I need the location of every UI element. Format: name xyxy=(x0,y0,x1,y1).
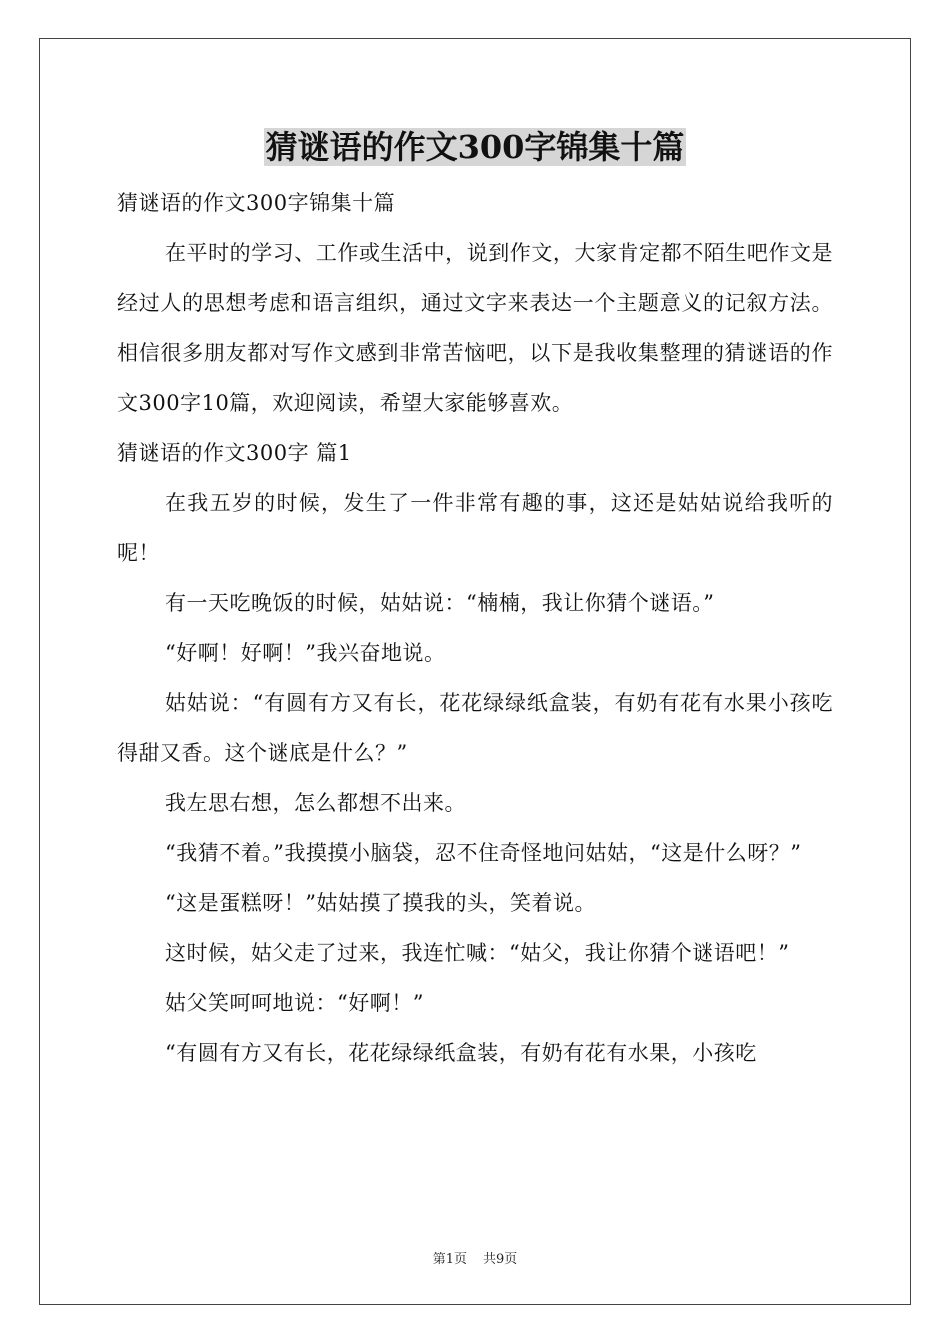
paragraph: 猜谜语的作文300字锦集十篇 xyxy=(117,191,396,215)
paragraph: “这是蛋糕呀！”姑姑摸了摸我的头，笑着说。 xyxy=(165,891,596,915)
page-footer xyxy=(0,1248,950,1267)
paragraph: 猜谜语的作文300字 篇1 xyxy=(117,441,352,465)
page-number: 第1页 xyxy=(432,1252,467,1267)
paragraph: 姑姑说：“有圆有方又有长，花花绿绿纸盒装，有奶有花有水果小孩吃得甜又香。这个谜底是什么？” xyxy=(117,691,833,765)
paragraph: 在我五岁的时候，发生了一件非常有趣的事，这还是姑姑说给我听的呢！ xyxy=(117,491,833,565)
paragraph: “有圆有方又有长，花花绿绿纸盒装，有奶有花有水果，小孩吃 xyxy=(165,1041,757,1065)
paragraph: 有一天吃晚饭的时候，姑姑说：“楠楠，我让你猜个谜语。” xyxy=(165,591,715,615)
document-title xyxy=(0,124,950,170)
page-total: 共9页 xyxy=(483,1252,518,1267)
document-title-text: 猜谜语的作文300字锦集十篇 xyxy=(265,128,685,166)
paragraph: 这时候，姑父走了过来，我连忙喊：“姑父，我让你猜个谜语吧！” xyxy=(165,941,790,965)
paragraph: 在平时的学习、工作或生活中，说到作文，大家肯定都不陌生吧作文是经过人的思想考虑和语言组织，通过文字来表达一个主题意义的记叙方法。相信很多朋友都对写作文感到非常苦恼吧，以下是我收集整理的猜谜语的作文300字10篇，欢迎阅读，希望大家能够喜欢。 xyxy=(117,241,833,415)
paragraph: 我左思右想，怎么都想不出来。 xyxy=(165,791,466,815)
paragraph: “我猜不着。”我摸摸小脑袋，忍不住奇怪地问姑姑，“这是什么呀？” xyxy=(165,841,802,865)
paragraph: “好啊！好啊！”我兴奋地说。 xyxy=(165,641,446,665)
paragraph: 姑父笑呵呵地说：“好啊！” xyxy=(165,991,424,1015)
document-body xyxy=(117,178,833,1078)
